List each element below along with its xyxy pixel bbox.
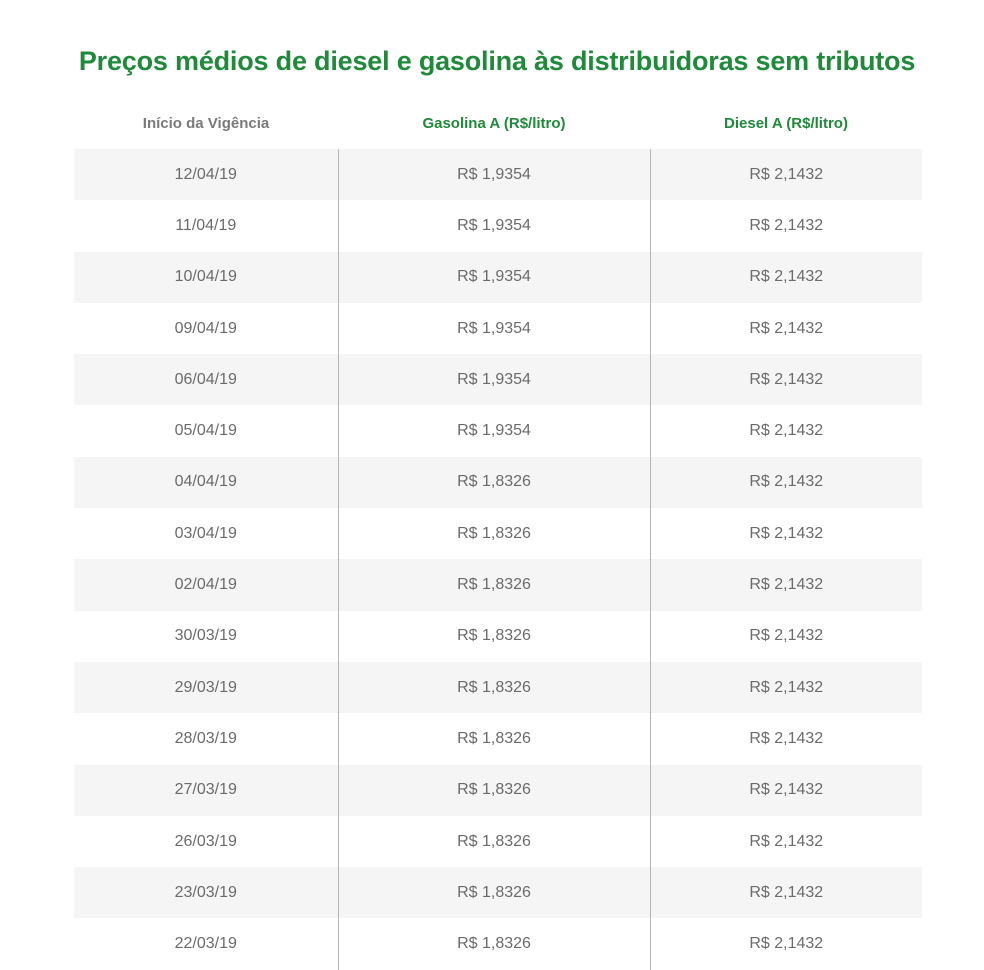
cell-start-date: 03/04/19	[74, 508, 338, 559]
table-row	[74, 252, 922, 303]
cell-start-date: 06/04/19	[74, 354, 338, 405]
table-row	[74, 611, 922, 662]
header-gasoline-price: Gasolina A (R$/litro)	[422, 115, 566, 132]
cell-gasoline-price: R$ 1,9354	[338, 149, 650, 200]
cell-start-date: 09/04/19	[74, 303, 338, 354]
table-row	[74, 765, 922, 816]
cell-diesel-price: R$ 2,1432	[650, 354, 922, 405]
cell-gasoline-price: R$ 1,9354	[338, 405, 650, 456]
cell-start-date: 05/04/19	[74, 405, 338, 456]
table-header-row	[74, 98, 922, 149]
cell-diesel-price: R$ 2,1432	[650, 816, 922, 867]
cell-start-date: 28/03/19	[74, 713, 338, 764]
table-row	[74, 303, 922, 354]
cell-diesel-price: R$ 2,1432	[650, 611, 922, 662]
table-row	[74, 200, 922, 251]
cell-diesel-price: R$ 2,1432	[650, 508, 922, 559]
table-row	[74, 713, 922, 764]
table-header	[74, 98, 922, 149]
cell-start-date: 22/03/19	[74, 918, 338, 969]
price-table	[74, 98, 922, 970]
cell-gasoline-price: R$ 1,8326	[338, 816, 650, 867]
cell-start-date: 23/03/19	[74, 867, 338, 918]
cell-start-date: 10/04/19	[74, 252, 338, 303]
cell-gasoline-price: R$ 1,9354	[338, 252, 650, 303]
table-row	[74, 354, 922, 405]
cell-gasoline-price: R$ 1,8326	[338, 611, 650, 662]
cell-diesel-price: R$ 2,1432	[650, 457, 922, 508]
cell-diesel-price: R$ 2,1432	[650, 405, 922, 456]
table-row	[74, 405, 922, 456]
cell-diesel-price: R$ 2,1432	[650, 765, 922, 816]
table-row	[74, 918, 922, 969]
cell-gasoline-price: R$ 1,9354	[338, 200, 650, 251]
cell-start-date: 12/04/19	[74, 149, 338, 200]
table-row	[74, 867, 922, 918]
cell-start-date: 02/04/19	[74, 559, 338, 610]
table-row	[74, 559, 922, 610]
cell-start-date: 30/03/19	[74, 611, 338, 662]
price-table-container	[74, 98, 922, 970]
cell-gasoline-price: R$ 1,8326	[338, 457, 650, 508]
cell-gasoline-price: R$ 1,8326	[338, 867, 650, 918]
cell-gasoline-price: R$ 1,8326	[338, 559, 650, 610]
header-diesel-price: Diesel A (R$/litro)	[724, 115, 848, 132]
cell-start-date: 04/04/19	[74, 457, 338, 508]
page-title: Preços médios de diesel e gasolina às distribuidoras sem tributos	[78, 46, 916, 77]
cell-diesel-price: R$ 2,1432	[650, 149, 922, 200]
cell-diesel-price: R$ 2,1432	[650, 867, 922, 918]
cell-diesel-price: R$ 2,1432	[650, 662, 922, 713]
cell-diesel-price: R$ 2,1432	[650, 559, 922, 610]
table-body	[74, 149, 922, 970]
cell-diesel-price: R$ 2,1432	[650, 918, 922, 969]
cell-gasoline-price: R$ 1,8326	[338, 918, 650, 969]
cell-gasoline-price: R$ 1,8326	[338, 508, 650, 559]
cell-start-date: 26/03/19	[74, 816, 338, 867]
table-row	[74, 816, 922, 867]
cell-start-date: 29/03/19	[74, 662, 338, 713]
header-start-date: Início da Vigência	[142, 115, 270, 132]
cell-diesel-price: R$ 2,1432	[650, 303, 922, 354]
cell-gasoline-price: R$ 1,8326	[338, 765, 650, 816]
cell-diesel-price: R$ 2,1432	[650, 200, 922, 251]
cell-start-date: 11/04/19	[74, 200, 338, 251]
cell-start-date: 27/03/19	[74, 765, 338, 816]
cell-gasoline-price: R$ 1,9354	[338, 354, 650, 405]
cell-gasoline-price: R$ 1,9354	[338, 303, 650, 354]
table-row	[74, 662, 922, 713]
table-row	[74, 457, 922, 508]
table-row	[74, 149, 922, 200]
table-row	[74, 508, 922, 559]
cell-gasoline-price: R$ 1,8326	[338, 662, 650, 713]
cell-diesel-price: R$ 2,1432	[650, 252, 922, 303]
cell-gasoline-price: R$ 1,8326	[338, 713, 650, 764]
cell-diesel-price: R$ 2,1432	[650, 713, 922, 764]
